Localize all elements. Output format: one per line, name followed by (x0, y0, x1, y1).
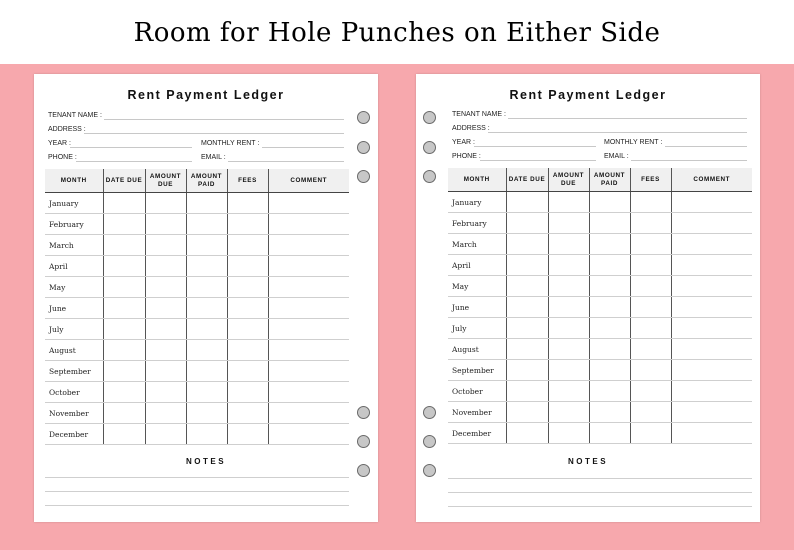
month-cell: January (448, 192, 506, 213)
table-row (448, 381, 752, 402)
table-row (448, 402, 752, 423)
entry-cell[interactable] (268, 193, 349, 214)
entry-cell[interactable] (268, 256, 349, 277)
column-header: MONTH (45, 169, 103, 193)
entry-cell[interactable] (589, 234, 630, 255)
table-row (45, 424, 349, 445)
column-header: AMOUNT DUE (548, 168, 589, 192)
month-cell: November (448, 402, 506, 423)
hole-punch-icon (357, 141, 370, 154)
entry-cell[interactable] (103, 424, 145, 445)
month-cell: April (448, 255, 506, 276)
entry-cell[interactable] (227, 193, 268, 214)
hole-punch-icon (423, 435, 436, 448)
entry-cell[interactable] (186, 214, 227, 235)
entry-cell[interactable] (103, 214, 145, 235)
entry-cell[interactable] (268, 277, 349, 298)
ledger-table (45, 169, 349, 445)
table-row (45, 382, 349, 403)
month-cell: May (448, 276, 506, 297)
column-header: AMOUNT DUE (145, 169, 186, 193)
entry-cell[interactable] (506, 318, 548, 339)
entry-cell[interactable] (548, 213, 589, 234)
table-row (448, 339, 752, 360)
table-row (45, 193, 349, 214)
table-row (45, 235, 349, 256)
entry-cell[interactable] (227, 298, 268, 319)
table-row (448, 360, 752, 381)
month-cell: January (45, 193, 103, 214)
month-cell: April (45, 256, 103, 277)
entry-cell[interactable] (227, 277, 268, 298)
month-cell: February (45, 214, 103, 235)
entry-cell[interactable] (589, 276, 630, 297)
table-row (448, 423, 752, 444)
year-label: YEAR : (452, 139, 475, 146)
entry-cell[interactable] (186, 193, 227, 214)
month-cell: May (45, 277, 103, 298)
entry-cell[interactable] (145, 382, 186, 403)
month-cell: November (45, 403, 103, 424)
notes-line[interactable] (45, 491, 349, 492)
monthly-rent-label: MONTHLY RENT : (604, 139, 663, 146)
entry-cell[interactable] (630, 213, 671, 234)
notes-line[interactable] (45, 477, 349, 478)
entry-cell[interactable] (589, 318, 630, 339)
entry-cell[interactable] (186, 256, 227, 277)
column-header: FEES (227, 169, 268, 193)
notes-line[interactable] (448, 492, 752, 493)
entry-cell[interactable] (589, 339, 630, 360)
entry-cell[interactable] (103, 298, 145, 319)
month-cell: September (45, 361, 103, 382)
entry-cell[interactable] (671, 255, 752, 276)
entry-cell[interactable] (630, 297, 671, 318)
table-row (448, 318, 752, 339)
address-label: ADDRESS : (452, 125, 490, 132)
entry-cell[interactable] (186, 361, 227, 382)
column-header: AMOUNT PAID (589, 168, 630, 192)
entry-cell[interactable] (548, 360, 589, 381)
column-header: FEES (630, 168, 671, 192)
ledger-sheet-right (416, 74, 760, 522)
entry-cell[interactable] (589, 360, 630, 381)
entry-cell[interactable] (589, 213, 630, 234)
entry-cell[interactable] (227, 361, 268, 382)
entry-cell[interactable] (671, 339, 752, 360)
entry-cell[interactable] (186, 298, 227, 319)
notes-title: NOTES (567, 457, 609, 466)
entry-cell[interactable] (506, 423, 548, 444)
entry-cell[interactable] (506, 339, 548, 360)
table-row (448, 276, 752, 297)
entry-cell[interactable] (227, 319, 268, 340)
month-cell: July (448, 318, 506, 339)
entry-cell[interactable] (548, 234, 589, 255)
entry-cell[interactable] (671, 381, 752, 402)
column-header: DATE DUE (103, 169, 145, 193)
entry-cell[interactable] (145, 403, 186, 424)
entry-cell[interactable] (186, 340, 227, 361)
month-cell: June (448, 297, 506, 318)
month-cell: December (448, 423, 506, 444)
entry-cell[interactable] (227, 403, 268, 424)
entry-cell[interactable] (103, 361, 145, 382)
entry-cell[interactable] (186, 277, 227, 298)
hole-punch-icon (357, 111, 370, 124)
entry-cell[interactable] (103, 277, 145, 298)
entry-cell[interactable] (145, 214, 186, 235)
email-label: EMAIL : (604, 153, 629, 160)
table-row (45, 298, 349, 319)
entry-cell[interactable] (145, 235, 186, 256)
entry-cell[interactable] (671, 360, 752, 381)
hole-punch-icon (357, 464, 370, 477)
entry-cell[interactable] (145, 256, 186, 277)
entry-cell[interactable] (589, 381, 630, 402)
entry-cell[interactable] (103, 193, 145, 214)
column-header: AMOUNT PAID (186, 169, 227, 193)
ledger-title: Rent Payment Ledger (127, 88, 285, 102)
hole-punch-icon (357, 170, 370, 183)
banner-title: Room for Hole Punches on Either Side (133, 18, 661, 48)
entry-cell[interactable] (145, 340, 186, 361)
year-label: YEAR : (48, 140, 71, 147)
entry-cell[interactable] (145, 361, 186, 382)
entry-cell[interactable] (506, 255, 548, 276)
entry-cell[interactable] (268, 340, 349, 361)
entry-cell[interactable] (630, 423, 671, 444)
entry-cell[interactable] (630, 402, 671, 423)
email-line[interactable] (228, 161, 344, 162)
entry-cell[interactable] (145, 277, 186, 298)
column-header: COMMENT (671, 168, 752, 192)
entry-cell[interactable] (506, 402, 548, 423)
entry-cell[interactable] (145, 424, 186, 445)
month-cell: August (45, 340, 103, 361)
table-row (448, 192, 752, 213)
entry-cell[interactable] (103, 235, 145, 256)
month-cell: February (448, 213, 506, 234)
entry-cell[interactable] (186, 319, 227, 340)
monthly-rent-label: MONTHLY RENT : (201, 140, 260, 147)
entry-cell[interactable] (506, 381, 548, 402)
entry-cell[interactable] (589, 192, 630, 213)
hole-punch-icon (423, 141, 436, 154)
entry-cell[interactable] (103, 319, 145, 340)
entry-cell[interactable] (548, 318, 589, 339)
entry-cell[interactable] (630, 360, 671, 381)
entry-cell[interactable] (268, 403, 349, 424)
notes-title: NOTES (185, 457, 227, 466)
entry-cell[interactable] (548, 339, 589, 360)
email-line[interactable] (631, 160, 747, 161)
month-cell: October (448, 381, 506, 402)
entry-cell[interactable] (630, 192, 671, 213)
entry-cell[interactable] (145, 193, 186, 214)
ledger-table (448, 168, 752, 444)
entry-cell[interactable] (548, 402, 589, 423)
phone-line[interactable] (76, 161, 192, 162)
entry-cell[interactable] (506, 192, 548, 213)
hole-punch-icon (423, 170, 436, 183)
entry-cell[interactable] (589, 297, 630, 318)
phone-line[interactable] (480, 160, 596, 161)
table-row (448, 213, 752, 234)
entry-cell[interactable] (268, 298, 349, 319)
tenant-name-line[interactable] (508, 118, 747, 119)
entry-cell[interactable] (671, 297, 752, 318)
tenant-name-label: TENANT NAME : (48, 112, 102, 119)
table-row (448, 297, 752, 318)
entry-cell[interactable] (630, 381, 671, 402)
ledger-title: Rent Payment Ledger (509, 88, 667, 102)
month-cell: June (45, 298, 103, 319)
entry-cell[interactable] (671, 192, 752, 213)
notes-line[interactable] (448, 478, 752, 479)
month-cell: December (45, 424, 103, 445)
entry-cell[interactable] (227, 382, 268, 403)
entry-cell[interactable] (227, 214, 268, 235)
entry-cell[interactable] (268, 235, 349, 256)
entry-cell[interactable] (548, 381, 589, 402)
entry-cell[interactable] (268, 319, 349, 340)
table-row (45, 319, 349, 340)
entry-cell[interactable] (227, 424, 268, 445)
entry-cell[interactable] (548, 423, 589, 444)
tenant-name-line[interactable] (104, 119, 344, 120)
notes-line[interactable] (45, 505, 349, 506)
entry-cell[interactable] (671, 276, 752, 297)
entry-cell[interactable] (145, 319, 186, 340)
hole-punch-icon (357, 406, 370, 419)
month-cell: March (45, 235, 103, 256)
table-header-row (45, 169, 349, 193)
entry-cell[interactable] (268, 214, 349, 235)
month-cell: March (448, 234, 506, 255)
notes-line[interactable] (448, 506, 752, 507)
entry-cell[interactable] (506, 213, 548, 234)
year-line[interactable] (474, 146, 596, 147)
column-header: DATE DUE (506, 168, 548, 192)
entry-cell[interactable] (506, 234, 548, 255)
tenant-name-label: TENANT NAME : (452, 111, 506, 118)
entry-cell[interactable] (145, 298, 186, 319)
entry-cell[interactable] (589, 423, 630, 444)
ledger-sheet-left (34, 74, 378, 522)
month-cell: September (448, 360, 506, 381)
entry-cell[interactable] (186, 235, 227, 256)
entry-cell[interactable] (103, 256, 145, 277)
entry-cell[interactable] (227, 256, 268, 277)
entry-cell[interactable] (630, 339, 671, 360)
entry-cell[interactable] (103, 382, 145, 403)
entry-cell[interactable] (103, 340, 145, 361)
entry-cell[interactable] (671, 402, 752, 423)
entry-cell[interactable] (103, 403, 145, 424)
entry-cell[interactable] (268, 361, 349, 382)
entry-cell[interactable] (506, 276, 548, 297)
hole-punch-icon (423, 406, 436, 419)
entry-cell[interactable] (671, 234, 752, 255)
address-line[interactable] (488, 132, 747, 133)
entry-cell[interactable] (589, 255, 630, 276)
entry-cell[interactable] (630, 255, 671, 276)
table-row (45, 361, 349, 382)
entry-cell[interactable] (506, 297, 548, 318)
entry-cell[interactable] (506, 360, 548, 381)
banner (0, 0, 794, 64)
entry-cell[interactable] (548, 297, 589, 318)
column-header: MONTH (448, 168, 506, 192)
entry-cell[interactable] (186, 403, 227, 424)
column-header: COMMENT (268, 169, 349, 193)
entry-cell[interactable] (268, 424, 349, 445)
entry-cell[interactable] (268, 382, 349, 403)
entry-cell[interactable] (548, 276, 589, 297)
entry-cell[interactable] (630, 276, 671, 297)
entry-cell[interactable] (186, 424, 227, 445)
entry-cell[interactable] (548, 192, 589, 213)
entry-cell[interactable] (548, 255, 589, 276)
phone-label: PHONE : (452, 153, 481, 160)
entry-cell[interactable] (671, 318, 752, 339)
phone-label: PHONE : (48, 154, 77, 161)
entry-cell[interactable] (671, 423, 752, 444)
table-row (45, 277, 349, 298)
monthly-rent-line[interactable] (665, 146, 747, 147)
table-row (45, 340, 349, 361)
table-header-row (448, 168, 752, 192)
hole-punch-icon (357, 435, 370, 448)
month-cell: October (45, 382, 103, 403)
entry-cell[interactable] (671, 213, 752, 234)
email-label: EMAIL : (201, 154, 226, 161)
entry-cell[interactable] (227, 340, 268, 361)
entry-cell[interactable] (630, 234, 671, 255)
table-row (448, 255, 752, 276)
entry-cell[interactable] (589, 402, 630, 423)
month-cell: July (45, 319, 103, 340)
table-row (45, 403, 349, 424)
table-row (448, 234, 752, 255)
hole-punch-icon (423, 464, 436, 477)
entry-cell[interactable] (630, 318, 671, 339)
monthly-rent-line[interactable] (262, 147, 344, 148)
month-cell: August (448, 339, 506, 360)
address-line[interactable] (84, 133, 344, 134)
year-line[interactable] (70, 147, 192, 148)
entry-cell[interactable] (227, 235, 268, 256)
address-label: ADDRESS : (48, 126, 86, 133)
table-row (45, 214, 349, 235)
table-row (45, 256, 349, 277)
entry-cell[interactable] (186, 382, 227, 403)
hole-punch-icon (423, 111, 436, 124)
